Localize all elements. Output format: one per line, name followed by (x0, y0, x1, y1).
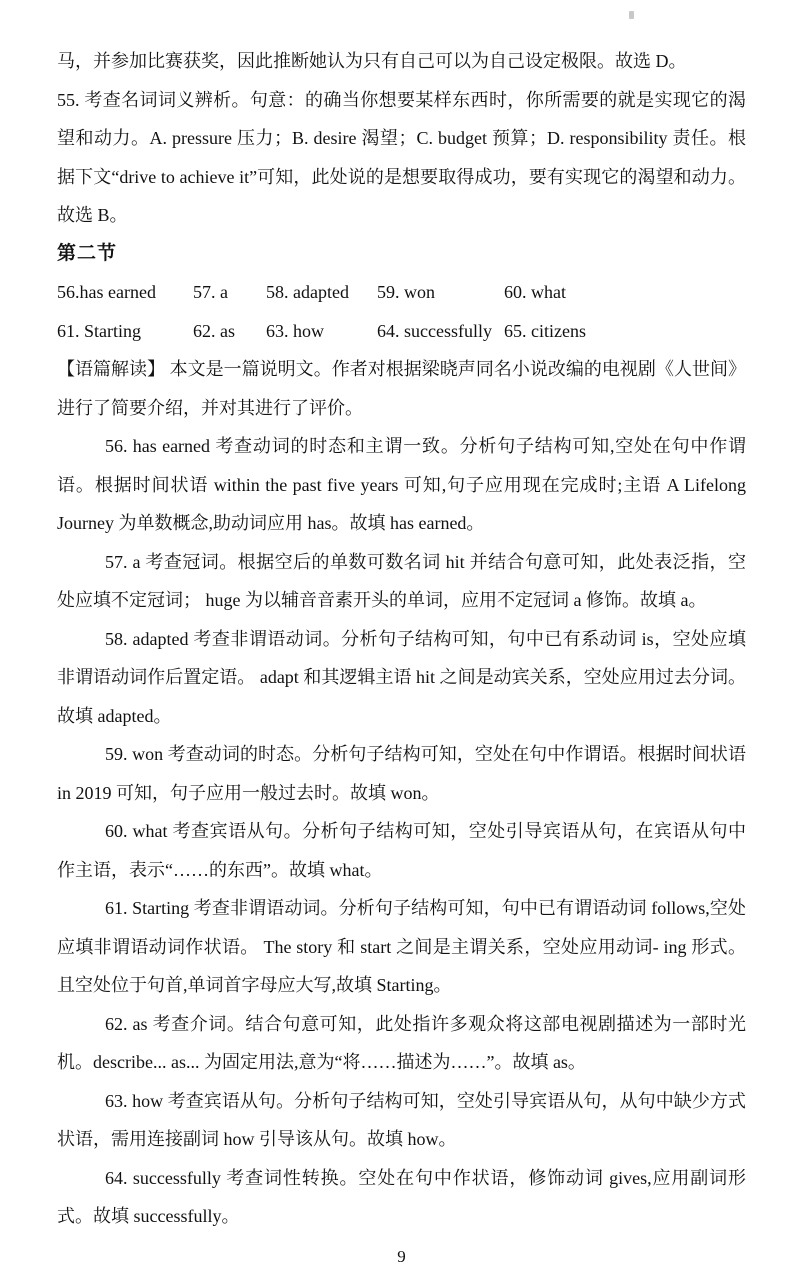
answer-explanation-61: 61. Starting 考查非谓语动词。分析句子结构可知，句中已有谓语动词 follows,空处应填非谓语动词作状语。 The story 和 start 之间是主谓关系，空处应用动词- ing 形式。且空处位于句首,单词首字母应大写,故填 Starting。 (57, 898, 746, 995)
answer-explanation-63: 63. how 考查宾语从句。分析句子结构可知，空处引导宾语从句，从句中缺少方式状语，需用连接副词 how 引导该从句。故填 how。 (57, 1090, 746, 1149)
answer-57: 57. a (193, 282, 228, 302)
answer-explanation-55: 55. 考查名词词义辨析。句意：的确当你想要某样东西时，你所需要的就是实现它的渴望和动力。A. pressure 压力；B. desire 渴望；C. budget 预算；D. responsibility 责任。根据下文“drive to achieve it”可知，此处说的是想要取得成功，要有实现它的渴望和动力。故选 B。 (57, 89, 746, 225)
answer-explanation-64: 64. successfully 考查词性转换。空处在句中作状语，修饰动词 gives,应用副词形式。故填 successfully。 (57, 1167, 746, 1226)
answer-65: 65. citizens (504, 320, 586, 341)
answer-60: 60. what (504, 282, 566, 302)
answers-row-2 (57, 312, 746, 351)
answers-row-1 (57, 273, 746, 312)
answer-59: 59. won (377, 282, 435, 302)
section-heading: 第二节 (57, 242, 118, 264)
scan-smudge-mark (629, 11, 634, 19)
answer-58: 58. adapted (266, 282, 349, 302)
answer-explanation-59: 59. won 考查动词的时态。分析句子结构可知，空处在句中作谓语。根据时间状语 in 2019 可知，句子应用一般过去时。故填 won。 (57, 744, 746, 803)
answer-explanation-57: 57. a 考查冠词。根据空后的单数可数名词 hit 并结合句意可知，此处表泛指，空处应填不定冠词； huge 为以辅音音素开头的单词，应用不定冠词 a 修饰。故填 a。 (57, 551, 746, 610)
answer-explanation-58: 58. adapted 考查非谓语动词。分析句子结构可知，句中已有系动词 is，空处应填非谓语动词作后置定语。 adapt 和其逻辑主语 hit 之间是动宾关系，空处应用过去分词。故填 adapted。 (57, 628, 746, 726)
answer-62: 62. as (193, 320, 235, 341)
answer-explanation-56: 56. has earned 考查动词的时态和主谓一致。分析句子结构可知,空处在句中作谓语。根据时间状语 within the past five years 可知,句子应用现在完成时;主语 A Lifelong Journey 为单数概念,助动词应用 has。故填 has earned。 (57, 436, 746, 533)
answer-explanation-60: 60. what 考查宾语从句。分析句子结构可知，空处引导宾语从句，在宾语从句中作主语，表示“……的东西”。故填 what。 (57, 821, 746, 880)
answer-61: 61. Starting (57, 320, 141, 341)
answer-explanation-62: 62. as 考查介词。结合句意可知，此处指许多观众将这部电视剧描述为一部时光机。describe... as... 为固定用法,意为“将……描述为……”。故填 as。 (57, 1013, 746, 1072)
answer-63: 63. how (266, 320, 324, 341)
answer-56: 56.has earned (57, 282, 156, 302)
answer-64: 64. successfully (377, 320, 492, 341)
paragraph-continued-q54: 马，并参加比赛获奖，因此推断她认为只有自己可以为自己设定极限。故选 D。 (57, 51, 687, 71)
passage-analysis: 【语篇解读】 本文是一篇说明文。作者对根据梁晓声同名小说改编的电视剧《人世间》进行了简要介绍，并对其进行了评价。 (57, 359, 746, 418)
page-number: 9 (397, 1246, 406, 1266)
